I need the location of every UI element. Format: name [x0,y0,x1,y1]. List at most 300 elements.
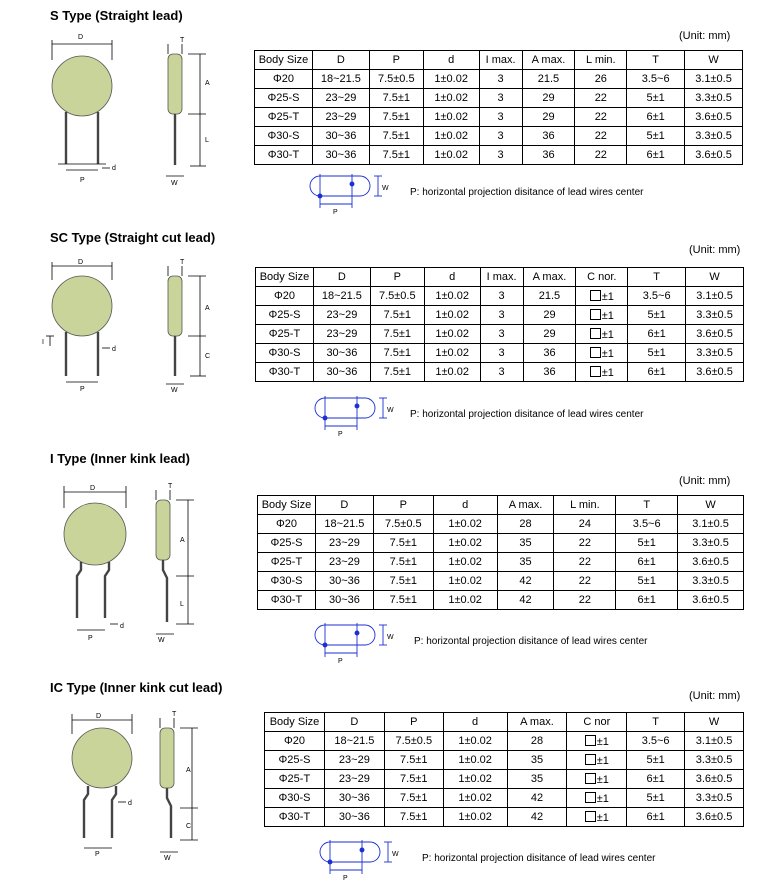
table-cell: 1±0.02 [443,808,507,827]
table-cell: 5±1 [627,127,685,146]
table-cell: 23~29 [312,108,369,127]
table-cell: 7.5±1 [369,146,423,165]
table-cell: 36 [523,344,576,363]
table-row [265,808,744,827]
table-cell: 26 [575,70,627,89]
column-header: d [423,51,479,70]
dim-label: P [333,209,338,216]
table-cell: 6±1 [627,808,685,827]
dim-label: T [168,483,173,490]
column-header: A max. [507,713,567,732]
dim-label: W [164,855,171,862]
dim-label: P [338,431,343,438]
table-cell: 3 [479,146,522,165]
dim-label: d [112,165,116,172]
table-cell: 35 [497,534,554,553]
table-cell: 3 [479,127,522,146]
table-cell: 22 [554,591,616,610]
table-cell: 30~36 [315,591,373,610]
table-cell [576,344,628,363]
table-cell: 30~36 [313,363,370,382]
table-cell: 3.6±0.5 [685,108,743,127]
cell-text: ±1 [596,754,609,767]
table-cell: 23~29 [312,89,369,108]
projection-note: P: horizontal projection disitance of lead wires center [414,636,648,647]
table-cell: 7.5±1 [369,89,423,108]
table-cell: 3.6±0.5 [686,363,744,382]
dim-label: C [205,353,211,360]
table-cell [567,770,627,789]
table-cell: 1±0.02 [424,287,480,306]
table-cell: 35 [507,770,567,789]
table-cell: 6±1 [628,325,686,344]
cell-text: ±1 [601,290,614,303]
table-cell: 5±1 [616,572,678,591]
table-cell: 7.5±1 [373,572,433,591]
table-cell: 29 [523,306,576,325]
dim-label: P [338,658,343,665]
table-cell: Φ25-S [258,534,316,553]
column-header: A max. [522,51,575,70]
cell-text: ±1 [601,309,614,322]
column-header: P [370,268,424,287]
table-cell: 23~29 [315,553,373,572]
table-cell: 3.5~6 [627,732,685,751]
table-cell: 36 [522,146,575,165]
table-cell: 5±1 [628,344,686,363]
checkbox-icon [590,328,601,339]
dim-label: W [387,407,394,414]
dim-label: T [180,259,185,266]
dim-label: W [387,634,394,641]
checkbox-icon [590,366,601,377]
table-cell: 1±0.02 [423,108,479,127]
cell-text: ±1 [596,735,609,748]
table-cell: Φ20 [258,515,316,534]
column-header: T [616,496,678,515]
table-cell: Φ20 [265,732,325,751]
dim-label: L [180,601,184,608]
table-cell: 18~21.5 [312,70,369,89]
cell-text: ±1 [601,347,614,360]
projection-diagram [300,172,400,218]
column-header: P [373,496,433,515]
table-cell: 7.5±1 [384,751,443,770]
table-cell: Φ30-S [256,344,314,363]
table-cell: 7.5±1 [370,325,424,344]
table-cell: 22 [554,553,616,572]
i-type-spec-table [257,495,744,610]
table-cell: 3.1±0.5 [686,287,744,306]
column-header: d [443,713,507,732]
projection-note: P: horizontal projection disitance of lead wires center [422,853,656,864]
section-title: SC Type (Straight cut lead) [50,230,216,245]
table-row [256,344,744,363]
dim-label: T [180,37,185,44]
column-header: T [628,268,686,287]
table-cell [567,751,627,770]
table-cell: 3.3±0.5 [686,344,744,363]
table-cell: 7.5±1 [370,363,424,382]
column-header: D [312,51,369,70]
table-cell: 36 [523,363,576,382]
table-header-row [256,268,744,287]
column-header: I max. [479,51,522,70]
table-row [258,553,744,572]
sc-type-drawing [40,256,250,396]
checkbox-icon [585,754,596,765]
dim-label: D [90,485,96,492]
column-header: W [678,496,744,515]
table-cell: 7.5±1 [369,127,423,146]
table-cell: Φ30-S [258,572,316,591]
table-cell: 7.5±1 [369,108,423,127]
table-cell: 22 [575,127,627,146]
dim-label: D [78,259,84,266]
table-cell: 3.6±0.5 [678,591,744,610]
table-cell: 1±0.02 [424,325,480,344]
cell-text: ±1 [596,811,609,824]
table-header-row [258,496,744,515]
dim-label: A [205,305,210,312]
table-cell: 42 [507,808,567,827]
table-row [258,591,744,610]
dim-label: I [42,339,44,346]
table-cell: 18~21.5 [315,515,373,534]
column-header: Body Size [265,713,325,732]
table-cell: 3 [479,108,522,127]
table-cell: 35 [507,751,567,770]
table-cell [576,363,628,382]
column-header: W [685,51,743,70]
table-cell: 5±1 [627,89,685,108]
table-cell: 28 [497,515,554,534]
table-cell: 5±1 [627,789,685,808]
checkbox-icon [585,811,596,822]
unit-label: (Unit: mm) [679,30,731,42]
column-header: d [424,268,480,287]
table-cell: 7.5±1 [373,591,433,610]
section-title: S Type (Straight lead) [50,8,183,23]
dim-label: d [128,800,132,807]
table-cell: 3.6±0.5 [685,770,744,789]
table-cell: Φ25-T [255,108,313,127]
table-cell: 7.5±1 [370,306,424,325]
table-cell: 3.3±0.5 [685,127,743,146]
column-header: Body Size [256,268,314,287]
dim-label: d [112,346,116,353]
column-header: I max. [480,268,523,287]
table-cell: 23~29 [313,306,370,325]
table-cell: 3 [480,287,523,306]
table-cell: 1±0.02 [443,789,507,808]
column-header: A max. [523,268,576,287]
unit-label: (Unit: mm) [679,475,731,487]
dim-label: P [343,875,348,882]
dim-label: W [158,637,165,644]
dim-label: P [80,177,85,184]
table-cell: 3.5~6 [628,287,686,306]
table-cell: 1±0.02 [423,127,479,146]
dim-label: A [180,537,185,544]
column-header: A max. [497,496,554,515]
table-cell: 3.1±0.5 [678,515,744,534]
table-cell: 3.6±0.5 [685,146,743,165]
cell-text: ±1 [596,792,609,805]
dim-label: d [120,623,124,630]
table-cell: 3.3±0.5 [685,89,743,108]
dim-label: W [171,180,178,187]
table-cell: 3.5~6 [627,70,685,89]
checkbox-icon [590,290,601,301]
column-header: T [627,51,685,70]
table-cell: 23~29 [313,325,370,344]
table-row [265,789,744,808]
table-row [255,146,743,165]
section-title: IC Type (Inner kink cut lead) [50,680,223,695]
table-cell: Φ20 [256,287,314,306]
table-cell: 3.1±0.5 [685,732,744,751]
column-header: Body Size [255,51,313,70]
table-row [256,325,744,344]
table-cell: 21.5 [523,287,576,306]
table-cell: Φ30-S [265,789,325,808]
dim-label: C [186,823,192,830]
table-cell: 3.6±0.5 [685,808,744,827]
table-cell: 1±0.02 [443,770,507,789]
dim-label: A [186,767,191,774]
table-cell: 3 [480,363,523,382]
table-row [265,751,744,770]
table-cell: 6±1 [627,108,685,127]
table-cell: Φ25-T [256,325,314,344]
table-cell: Φ30-T [265,808,325,827]
dim-label: P [88,635,93,642]
table-cell: 7.5±1 [384,770,443,789]
table-cell: 1±0.02 [433,572,497,591]
table-cell: 7.5±0.5 [370,287,424,306]
column-header: D [313,268,370,287]
table-cell: 1±0.02 [443,732,507,751]
table-cell: 6±1 [627,770,685,789]
table-cell: 5±1 [627,751,685,770]
table-cell: 18~21.5 [313,287,370,306]
table-cell: Φ25-S [265,751,325,770]
dim-label: D [78,34,84,41]
table-cell: 22 [554,534,616,553]
table-cell: 23~29 [324,751,384,770]
table-cell: 7.5±1 [384,808,443,827]
column-header: W [686,268,744,287]
table-cell: 30~36 [313,344,370,363]
dim-label: T [172,711,177,718]
table-cell [567,789,627,808]
table-cell: 22 [554,572,616,591]
unit-label: (Unit: mm) [689,244,741,256]
table-cell: 28 [507,732,567,751]
table-cell [567,808,627,827]
table-cell: 7.5±0.5 [373,515,433,534]
table-row [265,732,744,751]
table-cell: 1±0.02 [424,344,480,363]
checkbox-icon [585,735,596,746]
column-header: P [384,713,443,732]
ic-type-drawing [60,708,260,863]
table-cell: Φ25-T [258,553,316,572]
i-type-drawing [48,478,258,648]
dim-label: P [95,851,100,858]
table-cell: 30~36 [312,146,369,165]
table-cell: Φ20 [255,70,313,89]
table-cell: Φ30-T [255,146,313,165]
projection-diagram [305,621,405,667]
cell-text: ±1 [601,366,614,379]
checkbox-icon [590,309,601,320]
table-cell [576,287,628,306]
projection-diagram [310,838,410,884]
dim-label: W [392,851,399,858]
table-cell: 1±0.02 [423,146,479,165]
dim-label: W [171,387,178,394]
table-cell: 1±0.02 [433,515,497,534]
dim-label: L [205,137,209,144]
dim-label: A [205,80,210,87]
table-cell: 1±0.02 [423,70,479,89]
table-cell [576,306,628,325]
table-cell: Φ30-S [255,127,313,146]
table-cell: 21.5 [522,70,575,89]
table-row [258,515,744,534]
table-cell: Φ30-T [256,363,314,382]
projection-note: P: horizontal projection disitance of lead wires center [410,409,644,420]
column-header: L min. [575,51,627,70]
table-cell: 29 [522,108,575,127]
table-cell: 7.5±0.5 [369,70,423,89]
table-cell: 3 [480,306,523,325]
table-cell: Φ25-T [265,770,325,789]
table-row [255,70,743,89]
table-cell: 29 [523,325,576,344]
table-cell: 3.3±0.5 [685,751,744,770]
table-cell: 1±0.02 [424,363,480,382]
column-header: D [324,713,384,732]
dim-label: D [96,713,102,720]
dim-label: W [382,185,389,192]
table-row [258,534,744,553]
table-cell: 3 [479,89,522,108]
table-cell: 30~36 [324,808,384,827]
table-row [255,89,743,108]
table-cell: 7.5±0.5 [384,732,443,751]
table-cell: 24 [554,515,616,534]
table-cell: 5±1 [628,306,686,325]
table-cell: 22 [575,108,627,127]
checkbox-icon [585,773,596,784]
table-cell: 5±1 [616,534,678,553]
column-header: C nor [567,713,627,732]
table-cell: 7.5±1 [373,534,433,553]
table-row [258,572,744,591]
checkbox-icon [585,792,596,803]
table-row [256,306,744,325]
column-header: T [627,713,685,732]
table-row [256,363,744,382]
table-header-row [265,713,744,732]
table-cell: 3.3±0.5 [678,534,744,553]
column-header: C nor. [576,268,628,287]
table-cell [567,732,627,751]
table-cell: 30~36 [324,789,384,808]
column-header: W [685,713,744,732]
cell-text: ±1 [596,773,609,786]
table-cell: Φ25-S [256,306,314,325]
column-header: D [315,496,373,515]
table-cell: 3.3±0.5 [678,572,744,591]
s-type-spec-table [254,50,743,165]
table-header-row [255,51,743,70]
table-row [265,770,744,789]
table-cell: 7.5±1 [370,344,424,363]
sc-type-spec-table [255,267,744,382]
table-cell: 3.1±0.5 [685,70,743,89]
table-cell: 23~29 [315,534,373,553]
ic-type-spec-table [264,712,744,827]
table-cell: 22 [575,89,627,108]
table-cell: 3.3±0.5 [685,789,744,808]
table-row [256,287,744,306]
projection-note: P: horizontal projection disitance of lead wires center [410,187,644,198]
table-cell: 1±0.02 [433,534,497,553]
table-cell: 1±0.02 [433,591,497,610]
column-header: P [369,51,423,70]
table-cell: 30~36 [312,127,369,146]
column-header: Body Size [258,496,316,515]
table-cell: 18~21.5 [324,732,384,751]
table-cell: Φ25-S [255,89,313,108]
table-cell: 42 [497,572,554,591]
table-cell: Φ30-T [258,591,316,610]
table-cell: 6±1 [616,591,678,610]
table-cell: 7.5±1 [384,789,443,808]
table-cell: 3.6±0.5 [678,553,744,572]
table-cell: 30~36 [315,572,373,591]
table-cell: 1±0.02 [423,89,479,108]
s-type-drawing [40,30,250,190]
table-row [255,108,743,127]
table-cell: 36 [522,127,575,146]
table-cell: 42 [497,591,554,610]
table-cell: 23~29 [324,770,384,789]
table-cell: 3 [480,325,523,344]
table-cell: 22 [575,146,627,165]
checkbox-icon [590,347,601,358]
table-cell: 3.5~6 [616,515,678,534]
table-cell: 6±1 [627,146,685,165]
projection-diagram [305,394,405,440]
section-title: I Type (Inner kink lead) [50,451,190,466]
table-row [255,127,743,146]
table-cell: 35 [497,553,554,572]
table-cell: 6±1 [616,553,678,572]
table-cell: 29 [522,89,575,108]
table-cell: 1±0.02 [433,553,497,572]
table-cell: 1±0.02 [443,751,507,770]
table-cell [576,325,628,344]
cell-text: ±1 [601,328,614,341]
table-cell: 42 [507,789,567,808]
table-cell: 3.6±0.5 [686,325,744,344]
unit-label: (Unit: mm) [689,690,741,702]
